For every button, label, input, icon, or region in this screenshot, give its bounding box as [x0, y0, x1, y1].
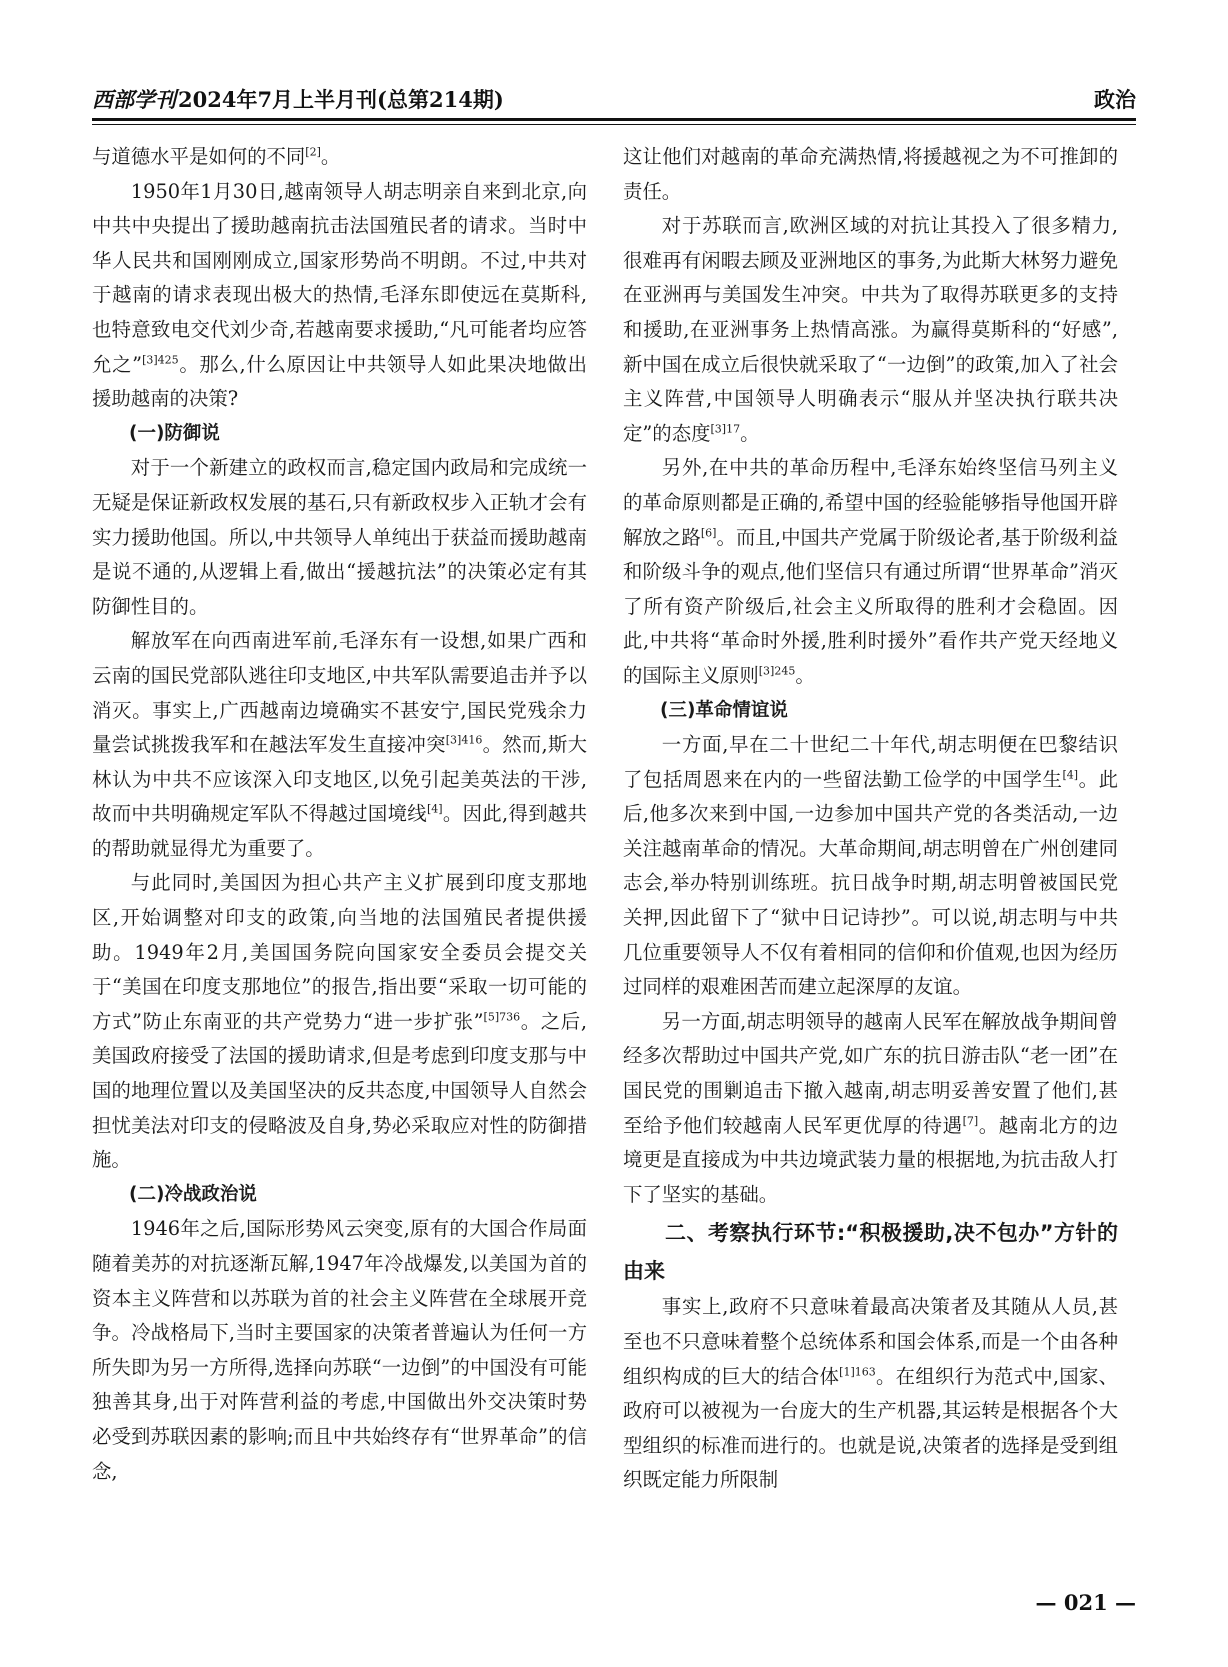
citation: [6] — [700, 526, 717, 540]
paragraph — [623, 209, 1118, 451]
text: 。 — [740, 421, 760, 445]
text: 。而且,中国共产党属于阶级论者,基于阶级利益和阶级斗争的观点,他们坚信只有通过所谓“世界革命”消灭了所有资产阶级后,社会主义所取得的胜利才会稳固。因此,中共将“革命时外援,胜利时援外”看作共产党天经地义的国际主义原则 — [623, 525, 1119, 687]
subheading: (二)冷战政治说 — [129, 1183, 257, 1205]
paragraph — [623, 1290, 1118, 1498]
page-number: — 021 — — [1035, 1590, 1136, 1615]
text: 对于苏联而言,欧洲区域的对抗让其投入了很多精力,很难再有闲暇去顾及亚洲地区的事务,为此斯大林努力避免在亚洲再与美国发生冲突。中共为了取得苏联更多的支持和援助,在亚洲事务上热情高涨。为赢得莫斯科的“好感”,新中国在成立后很快就采取了“一边倒”的政策,加入了社会主义阵营,中国领导人明确表示“服从并坚决执行联共决定”的态度 — [623, 214, 1118, 445]
text: 。在组织行为范式中,国家、政府可以被视为一台庞大的生产机器,其运转是根据各个大型组织的标准而进行的。也就是说,决策者的选择是受到组织既定能力所限制 — [623, 1364, 1118, 1492]
journal-masthead — [92, 84, 504, 114]
citation: [3]245 — [758, 664, 796, 678]
citation: [3]17 — [710, 422, 741, 436]
citation: [3]416 — [445, 733, 483, 747]
text: 。 — [795, 663, 815, 687]
paragraph: 1946年之后,国际形势风云突变,原有的大国合作局面随着美苏的对抗逐渐瓦解,1947年冷战爆发,以美国为首的资本主义阵营和以苏联为首的社会主义阵营在全球展开竞争。冷战格局下,当时主要国家的决策者普遍认为任何一方所失即为另一方所得,选择向苏联“一边倒”的中国没有可能独善其身,出于对阵营利益的考虑,中国做出外交决策时势必受到苏联因素的影响;而且中共始终存有“世界革命”的信念, — [92, 1217, 587, 1483]
text: 。那么,什么原因让中共领导人如此果决地做出援助越南的决策? — [92, 352, 587, 411]
subheading: (三)革命情谊说 — [660, 699, 788, 721]
page-header — [92, 84, 1136, 116]
issue-info: 2024年7月上半月刊(总第214期) — [178, 87, 504, 112]
paragraph — [92, 175, 587, 417]
header-rule-thick — [92, 118, 1136, 121]
header-rule-thin — [92, 124, 1136, 125]
text: 。越南北方的边境更是直接成为中共边境武装力量的根据地,为抗击敌人打下了坚实的基础。 — [623, 1113, 1119, 1206]
paragraph — [623, 728, 1118, 1005]
text: 。此后,他多次来到中国,一边参加中国共产党的各类活动,一边关注越南革命的情况。大革命期间,胡志明曾在广州创建同志会,举办特别训练班。抗日战争时期,胡志明曾被国民党关押,因此留下了“狱中日记诗抄”。可以说,胡志明与中共几位重要领导人不仅有着相同的信仰和价值观,也因为经历过同样的艰难困苦而建立起深厚的友谊。 — [623, 767, 1119, 999]
text: 与道德水平是如何的不同 — [92, 145, 306, 168]
section-label: 政治 — [1094, 88, 1136, 112]
citation: [3]425 — [142, 353, 179, 367]
citation: [7] — [962, 1114, 979, 1128]
text: 一方面,早在二十世纪二十年代,胡志明便在巴黎结识了包括周恩来在内的一些留法勤工俭学的中国学生 — [623, 733, 1118, 791]
text: 与此同时,美国因为担心共产主义扩展到印度支那地区,开始调整对印支的政策,向当地的法国殖民者提供援助。1949年2月,美国国务院向国家安全委员会提交关于“美国在印度支那地位”的报告,指出要“采取一切可能的方式”防止东南亚的共产党势力“进一步扩张” — [92, 871, 587, 1033]
text: 另一方面,胡志明领导的越南人民军在解放战争期间曾经多次帮助过中国共产党,如广东的抗日游击队“老一团”在国民党的围剿追击下撤入越南,胡志明妥善安置了他们,甚至给予他们较越南人民军更优厚的待遇 — [623, 1009, 1118, 1137]
text: 。 — [320, 145, 341, 168]
right-column — [623, 140, 1118, 1498]
text: 。因此,得到越共的帮助就显得尤为重要了。 — [92, 802, 587, 860]
paragraph — [623, 451, 1118, 693]
paragraph — [92, 866, 587, 1177]
subheading: (一)防御说 — [129, 422, 220, 444]
citation: [5]736 — [483, 1010, 521, 1024]
citation: [4] — [1062, 768, 1079, 782]
paragraph — [92, 624, 587, 866]
paragraph — [92, 140, 587, 175]
paragraph: 对于一个新建立的政权而言,稳定国内政局和完成统一无疑是保证新政权发展的基石,只有新政权步入正轨才会有实力援助他国。所以,中共领导人单纯出于获益而援助越南是说不通的,从逻辑上看,做出“援越抗法”的决策必定有其防御性目的。 — [92, 456, 587, 618]
text: 。之后,美国政府接受了法国的援助请求,但是考虑到印度支那与中国的地理位置以及美国坚决的反共态度,中国领导人自然会担忧美法对印支的侵略波及自身,势必采取应对性的防御措施。 — [92, 1009, 587, 1172]
paragraph: 这让他们对越南的革命充满热情,将援越视之为不可推卸的责任。 — [623, 145, 1118, 203]
text: 另外,在中共的革命历程中,毛泽东始终坚信马列主义的革命原则都是正确的,希望中国的经验能够指导他国开辟解放之路 — [623, 456, 1118, 549]
text: 事实上,政府不只意味着最高决策者及其随从人员,甚至也不只意味着整个总统体系和国会体系,而是一个由各种组织构成的巨大的结合体 — [623, 1295, 1118, 1388]
section-heading: 二、考察执行环节:“积极援助,决不包办”方针的由来 — [623, 1221, 1118, 1284]
left-column — [92, 140, 587, 1489]
paragraph — [623, 1005, 1118, 1213]
citation: [4] — [426, 802, 443, 816]
citation: [2] — [305, 145, 321, 159]
citation: [1]163 — [839, 1365, 876, 1379]
text: 1950年1月30日,越南领导人胡志明亲自来到北京,向中共中央提出了援助越南抗击法国殖民者的请求。当时中华人民共和国刚刚成立,国家形势尚不明朗。不过,中共对于越南的请求表现出极大的热情,毛泽东即使远在莫斯科,也特意致电交代刘少奇,若越南要求援助,“凡可能者均应答允之” — [92, 179, 587, 376]
text: 。然而,斯大林认为中共不应该深入印支地区,以免引起美英法的干涉,故而中共明确规定军队不得越过国境线 — [92, 733, 587, 826]
text: 解放军在向西南进军前,毛泽东有一设想,如果广西和云南的国民党部队逃往印支地区,中共军队需要追击并予以消灭。事实上,广西越南边境确实不甚安宁,国民党残余力量尝试挑拨我军和在越法军发生直接冲突 — [92, 629, 587, 757]
journal-logo: 西部学刊 — [92, 87, 176, 112]
